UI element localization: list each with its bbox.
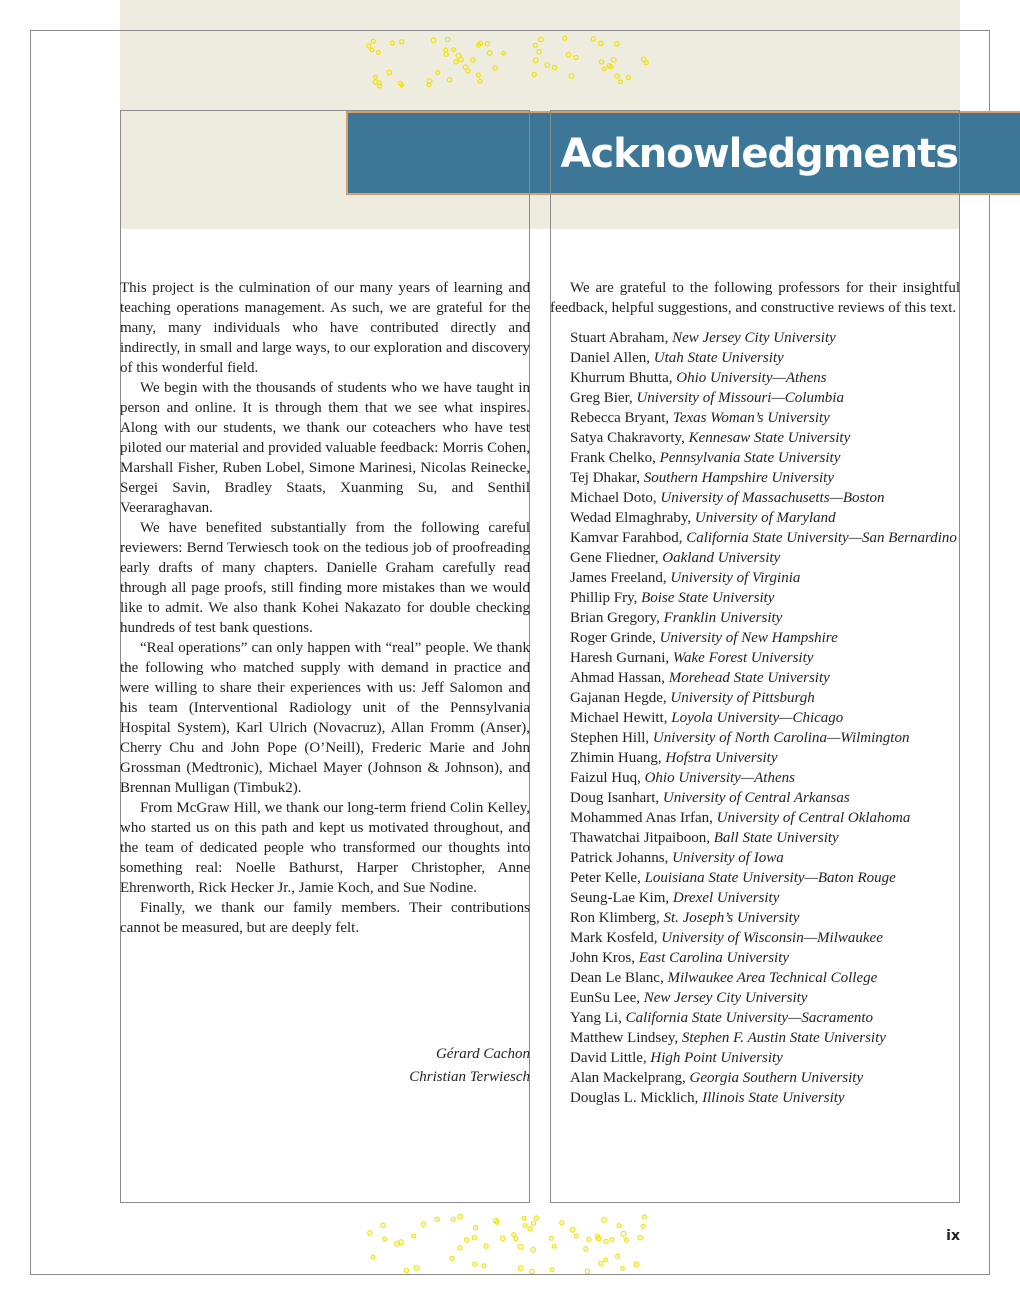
reviewer-school: East Carolina University: [638, 950, 790, 966]
decorative-dot: [531, 1221, 535, 1225]
decorative-dot: [373, 80, 377, 84]
decorative-dot: [602, 1218, 607, 1223]
reviewer-item: Matthew Lindsey, Stephen F. Austin State University: [570, 1030, 886, 1046]
reviewer-item: Seung-Lae Kim, Drexel University: [570, 890, 780, 906]
decorative-dot: [585, 1269, 589, 1273]
reviewer-school: Morehead State University: [668, 670, 830, 686]
decorative-dot: [502, 52, 506, 56]
reviewer-school: University of Pittsburgh: [670, 690, 815, 706]
reviewer-name: Gene Fliedner: [570, 550, 655, 566]
decorative-dot: [374, 75, 378, 79]
decorative-dot: [534, 1216, 538, 1220]
page-number: ix: [946, 1228, 960, 1244]
paragraph: From McGraw Hill, we thank our long-term friend Colin Kelley, who started us on this path and kept us motivated throughout, and the team of dedicated people who transformed our thoughts into something real: Noelle Bathurst, Harper Christopher, Anne Ehrenworth, Rick Hecker Jr., Jamie Koch, and Sue Nodine.: [120, 800, 530, 896]
reviewer-name: Mark Kosfeld: [570, 930, 654, 946]
decorative-dot: [482, 1264, 486, 1268]
decorative-dot: [644, 61, 648, 65]
decorative-dot: [377, 51, 381, 55]
decorative-dot: [444, 52, 448, 56]
reviewer-school: Milwaukee Area Technical College: [667, 970, 878, 986]
reviewer-item: Stephen Hill, University of North Carolina—Wilmington: [570, 730, 910, 746]
reviewer-name: John Kros: [570, 950, 632, 966]
reviewer-name: Haresh Gurnani: [570, 650, 666, 666]
reviewer-item: Peter Kelle, Louisiana State University—Baton Rouge: [570, 870, 896, 886]
signature-block: [409, 1043, 530, 1089]
decorative-dot: [626, 76, 630, 80]
reviewer-item: Greg Bier, University of Missouri—Columbia: [570, 390, 844, 406]
reviewer-name: Gajanan Hegde: [570, 690, 663, 706]
reviewer-item: Mark Kosfeld, University of Wisconsin—Milwaukee: [570, 930, 883, 946]
reviewer-school: Southern Hampshire University: [643, 470, 834, 486]
reviewer-name: Yang Li: [570, 1010, 619, 1026]
reviewer-name: Matthew Lindsey: [570, 1030, 675, 1046]
reviewer-name: Satya Chakravorty: [570, 430, 682, 446]
decorative-dot: [421, 1222, 425, 1226]
decorative-dot: [584, 1247, 588, 1251]
reviewer-name: James Freeland: [570, 570, 663, 586]
reviewer-school: Hofstra University: [665, 750, 778, 766]
reviewer-name: Rebecca Bryant: [570, 410, 666, 426]
reviewer-name: Mohammed Anas Irfan: [570, 810, 710, 826]
reviewer-school: University of Maryland: [694, 510, 836, 526]
right-column-text: [550, 278, 960, 1108]
reviewer-school: Wake Forest University: [672, 650, 814, 666]
reviewer-name: Khurrum Bhutta: [570, 370, 669, 386]
decorative-dot: [383, 1237, 387, 1241]
decorative-dot: [621, 1231, 626, 1236]
reviewer-item: Kamvar Farahbod, California State University—San Bernardino: [570, 530, 957, 546]
decorative-dot: [533, 43, 537, 47]
decorative-dot: [617, 1224, 621, 1228]
reviewer-item: Khurrum Bhutta, Ohio University—Athens: [570, 370, 827, 386]
column-guide-line: [529, 110, 530, 196]
reviewer-item: Mohammed Anas Irfan, University of Central Oklahoma: [570, 810, 911, 826]
decorative-dot: [451, 1217, 455, 1221]
decorative-dot: [599, 60, 603, 64]
reviewer-name: Thawatchai Jitpaiboon: [570, 830, 707, 846]
reviewer-school: Stephen F. Austin State University: [681, 1030, 886, 1046]
reviewer-school: University of North Carolina—Wilmington: [652, 730, 910, 746]
reviewer-name: Tej Dhakar: [570, 470, 637, 486]
decorative-dot: [638, 1236, 642, 1240]
reviewer-school: University of New Hampshire: [659, 630, 838, 646]
reviewer-name: Ron Klimberg: [570, 910, 656, 926]
reviewer-item: Ron Klimberg, St. Joseph’s University: [570, 910, 800, 926]
decorative-dot: [539, 37, 543, 41]
decorative-dot: [487, 51, 492, 56]
reviewer-item: Doug Isanhart, University of Central Arkansas: [570, 790, 850, 806]
decorative-dot: [485, 42, 489, 46]
paragraph: We have benefited substantially from the following careful reviewers: Bernd Terwiesch took on the tedious job of proofreading early drafts of many chapters. Danielle Graham carefully read through all page proofs, still finding more mistakes than we would like to admit. We also thank Kohei Nakazato for double checking hundreds of test bank questions.: [120, 520, 530, 636]
reviewer-item: Gajanan Hegde, University of Pittsburgh: [570, 690, 815, 706]
reviewer-school: University of Missouri—Columbia: [636, 390, 844, 406]
decorative-dot: [368, 1231, 372, 1235]
reviewer-name: Greg Bier: [570, 390, 629, 406]
decorative-dot: [552, 1245, 556, 1249]
reviewer-item: Ahmad Hassan, Morehead State University: [570, 670, 830, 686]
reviewer-name: Michael Hewitt: [570, 710, 664, 726]
reviewer-school: California State University—Sacramento: [625, 1010, 874, 1026]
reviewer-school: Ohio University—Athens: [644, 770, 795, 786]
reviewer-school: University of Wisconsin—Milwaukee: [661, 930, 883, 946]
decorative-dot: [537, 50, 541, 54]
decorative-dot: [444, 48, 448, 52]
reviewer-item: Dean Le Blanc, Milwaukee Area Technical College: [570, 970, 878, 986]
decorative-dot: [574, 1234, 578, 1238]
decorative-dot: [404, 1268, 408, 1272]
decorative-dot: [522, 1217, 526, 1221]
author-signature: Christian Terwiesch: [409, 1069, 530, 1085]
column-guide-line: [550, 110, 551, 196]
reviewer-school: Louisiana State University—Baton Rouge: [644, 870, 896, 886]
reviewer-name: Daniel Allen: [570, 350, 647, 366]
reviewer-item: Faizul Huq, Ohio University—Athens: [570, 770, 795, 786]
decorative-dot: [427, 83, 431, 87]
reviewer-item: Thawatchai Jitpaiboon, Ball State University: [570, 830, 839, 846]
reviewer-name: Seung-Lae Kim: [570, 890, 666, 906]
decorative-dot: [473, 1262, 477, 1266]
decorative-dot: [531, 1248, 536, 1253]
decorative-dot: [412, 1234, 416, 1238]
decorative-dot: [450, 1256, 454, 1260]
reviewer-school: Boise State University: [641, 590, 775, 606]
reviewer-school: University of Central Oklahoma: [716, 810, 911, 826]
decorative-dot: [624, 1238, 628, 1242]
decorative-dot: [452, 48, 456, 52]
decorative-dot: [611, 57, 616, 62]
reviewer-item: Alan Mackelprang, Georgia Southern University: [570, 1070, 864, 1086]
decorative-dot: [518, 1266, 523, 1271]
reviewer-school: New Jersey City University: [672, 330, 836, 346]
reviewer-name: Alan Mackelprang: [570, 1070, 683, 1086]
decorative-dot: [454, 60, 458, 64]
title-bar: [346, 111, 1020, 195]
decorative-dot: [514, 1237, 518, 1241]
decorative-dot: [445, 37, 449, 41]
reviewer-name: Stephen Hill: [570, 730, 646, 746]
decorative-dot: [471, 58, 475, 62]
decorative-dot: [619, 80, 623, 84]
reviewer-name: Frank Chelko: [570, 450, 653, 466]
reviewer-school: Georgia Southern University: [689, 1070, 864, 1086]
decorative-dot: [528, 1227, 532, 1231]
decorative-dot: [381, 1223, 385, 1227]
decorative-dot: [549, 1237, 553, 1241]
reviewer-item: Daniel Allen, Utah State University: [570, 350, 784, 366]
reviewer-name: EunSu Lee: [570, 990, 637, 1006]
decorative-dot: [610, 1238, 614, 1242]
reviewer-list: [550, 328, 960, 1108]
reviewer-school: University of Virginia: [670, 570, 801, 586]
left-column-text: [120, 278, 530, 938]
reviewer-item: Satya Chakravorty, Kennesaw State University: [570, 430, 851, 446]
reviewer-name: Patrick Johanns: [570, 850, 665, 866]
reviewer-school: Oakland University: [662, 550, 781, 566]
decorative-dot: [390, 41, 394, 45]
decorative-dot: [474, 1226, 478, 1230]
reviewer-item: Brian Gregory, Franklin University: [570, 610, 783, 626]
decorative-dot: [545, 63, 550, 68]
reviewer-school: Ball State University: [713, 830, 839, 846]
reviewer-item: Tej Dhakar, Southern Hampshire University: [570, 470, 834, 486]
reviewer-school: Texas Woman’s University: [672, 410, 830, 426]
reviewer-name: Ahmad Hassan: [570, 670, 662, 686]
column-guide-line: [959, 110, 960, 196]
reviewer-item: Douglas L. Micklich, Illinois State University: [570, 1090, 845, 1106]
reviewer-school: Loyola University—Chicago: [671, 710, 844, 726]
decorative-dot: [591, 37, 595, 41]
decorative-dot: [621, 1267, 625, 1271]
decorative-dot: [604, 1258, 608, 1262]
decorative-dot: [560, 1221, 564, 1225]
reviewer-name: Stuart Abraham: [570, 330, 665, 346]
decorative-dot: [431, 38, 436, 43]
reviewer-school: Kennesaw State University: [688, 430, 851, 446]
decorative-dot: [530, 1269, 534, 1273]
reviewer-item: Yang Li, California State University—Sacramento: [570, 1010, 874, 1026]
reviewer-item: Wedad Elmaghraby, University of Maryland: [570, 510, 836, 526]
reviewer-item: Phillip Fry, Boise State University: [570, 590, 775, 606]
decorative-dot: [634, 1262, 639, 1267]
reviewer-name: Roger Grinde: [570, 630, 653, 646]
decorative-dot: [533, 58, 538, 63]
reviewer-name: Peter Kelle: [570, 870, 638, 886]
reviewer-school: Utah State University: [653, 350, 784, 366]
decorative-dot: [476, 73, 480, 77]
decorative-dot: [370, 48, 374, 52]
reviewer-item: Patrick Johanns, University of Iowa: [570, 850, 784, 866]
decorative-dot: [436, 71, 440, 75]
paragraph: This project is the culmination of our many years of learning and teaching operations management. As such, we are grateful for the many, many individuals who have contributed directly and indirectly, in small and large ways, to our exploration and discovery of this wonderful field.: [120, 280, 530, 376]
decorative-dot: [643, 1215, 647, 1219]
reviewer-item: Frank Chelko, Pennsylvania State University: [570, 450, 841, 466]
paragraph: We begin with the thousands of students who we have taught in person and online. It is through them that we see what inspires. Along with our students, we thank our coteachers who have test piloted our material and provided valuable feedback: Morris Cohen, Marshall Fisher, Ruben Lobel, Simone Marinesi, Nicolas Reinecke, Sergei Savin, Bradley Staats, Xuanming Su, and Senthil Veeraraghavan.: [120, 380, 530, 516]
reviewer-item: Haresh Gurnani, Wake Forest University: [570, 650, 814, 666]
decorative-dot: [599, 1261, 603, 1265]
reviewer-name: Zhimin Huang: [570, 750, 658, 766]
decorative-dot: [448, 78, 452, 82]
decorative-dot: [478, 79, 482, 83]
reviewer-name: Brian Gregory: [570, 610, 657, 626]
decorative-dot: [493, 66, 497, 70]
reviewer-item: Roger Grinde, University of New Hampshire: [570, 630, 838, 646]
paragraph: “Real operations” can only happen with “real” people. We thank the following who matched supply with demand in practice and were willing to share their experiences with us: Jeff Salomon and his team (Interventional Radiology unit of the Pennsylvania Hospital System), Karl Ulrich (Novacruz), Allan Fromm (Anser), Cherry Chu and John Pope (O’Neill), Frederic Marie and John Grossman (Medtronic), Michael Mayer (Johnson & Johnson), and Brennan Mulligan (Timbuk2).: [120, 640, 530, 796]
reviewer-item: David Little, High Point University: [570, 1050, 783, 1066]
reviewer-school: Franklin University: [663, 610, 783, 626]
decorative-dot: [458, 1246, 462, 1250]
reviewer-school: High Point University: [650, 1050, 783, 1066]
reviewer-item: EunSu Lee, New Jersey City University: [570, 990, 808, 1006]
decorative-dot: [569, 74, 574, 79]
reviewer-item: Stuart Abraham, New Jersey City University: [570, 330, 836, 346]
reviewer-school: Pennsylvania State University: [659, 450, 841, 466]
reviewer-school: St. Joseph’s University: [663, 910, 800, 926]
decorative-dot: [532, 73, 536, 77]
paragraph: Finally, we thank our family members. Their contributions cannot be measured, but are deeply felt.: [120, 900, 530, 936]
decorative-dot: [616, 1254, 620, 1258]
reviewer-school: University of Iowa: [672, 850, 784, 866]
decorative-dot: [518, 1245, 523, 1250]
decorative-dot: [550, 1268, 554, 1272]
reviewer-school: Illinois State University: [702, 1090, 845, 1106]
reviewer-name: Phillip Fry: [570, 590, 634, 606]
page-title: Acknowledgments: [560, 131, 958, 177]
decorative-dot: [599, 41, 604, 46]
decorative-dot: [587, 1237, 591, 1241]
decorative-dot: [615, 42, 620, 47]
decorative-dot: [570, 1228, 575, 1233]
decorative-dot: [414, 1266, 419, 1271]
author-signature: Gérard Cachon: [435, 1046, 530, 1062]
reviewer-name: Doug Isanhart: [570, 790, 656, 806]
reviewer-name: Michael Doto: [570, 490, 653, 506]
reviewer-school: Ohio University—Athens: [676, 370, 827, 386]
reviewer-item: Michael Doto, University of Massachusetts—Boston: [570, 490, 885, 506]
reviewer-item: Michael Hewitt, Loyola University—Chicago: [570, 710, 844, 726]
decorative-dot: [566, 53, 570, 57]
decorative-dots-top: [360, 30, 660, 90]
reviewer-name: Wedad Elmaghraby: [570, 510, 688, 526]
reviewer-school: New Jersey City University: [643, 990, 808, 1006]
reviewer-name: Kamvar Farahbod: [570, 530, 679, 546]
decorative-dot: [552, 66, 556, 70]
reviewer-school: Drexel University: [672, 890, 780, 906]
decorative-dot: [563, 36, 567, 40]
reviewer-item: James Freeland, University of Virginia: [570, 570, 801, 586]
decorative-dots-bottom: [360, 1212, 660, 1276]
decorative-dot: [641, 1225, 645, 1229]
reviewer-name: David Little: [570, 1050, 643, 1066]
decorative-dot: [456, 53, 461, 58]
reviewer-name: Faizul Huq: [570, 770, 638, 786]
decorative-dot: [603, 67, 607, 71]
reviewer-item: Gene Fliedner, Oakland University: [570, 550, 781, 566]
decorative-dot: [400, 40, 404, 44]
decorative-dot: [574, 56, 578, 60]
decorative-dot: [615, 74, 619, 78]
decorative-dot: [387, 70, 392, 75]
decorative-dot: [371, 1255, 375, 1259]
reviewer-school: California State University—San Bernardino: [686, 530, 957, 546]
decorative-dot: [463, 65, 467, 69]
decorative-dot: [367, 44, 371, 48]
decorative-dot: [523, 1224, 527, 1228]
reviewer-name: Douglas L. Micklich: [570, 1090, 695, 1106]
decorative-dot: [501, 1236, 506, 1241]
decorative-dot: [435, 1217, 439, 1221]
reviewer-item: Rebecca Bryant, Texas Woman’s University: [570, 410, 830, 426]
reviewer-item: Zhimin Huang, Hofstra University: [570, 750, 778, 766]
decorative-dot: [512, 1233, 516, 1237]
reviewer-school: University of Massachusetts—Boston: [660, 490, 885, 506]
decorative-dot: [458, 1215, 462, 1219]
decorative-dot: [472, 1236, 476, 1240]
reviewer-name: Dean Le Blanc: [570, 970, 660, 986]
decorative-dot: [604, 1239, 608, 1243]
decorative-dot: [464, 1238, 468, 1242]
decorative-dot: [484, 1244, 488, 1248]
reviewer-school: University of Central Arkansas: [662, 790, 850, 806]
reviewers-intro: We are grateful to the following professors for their insightful feedback, helpful suggestions, and constructive reviews of this text.: [550, 280, 960, 316]
reviewer-item: John Kros, East Carolina University: [570, 950, 790, 966]
decorative-dot: [371, 39, 375, 43]
